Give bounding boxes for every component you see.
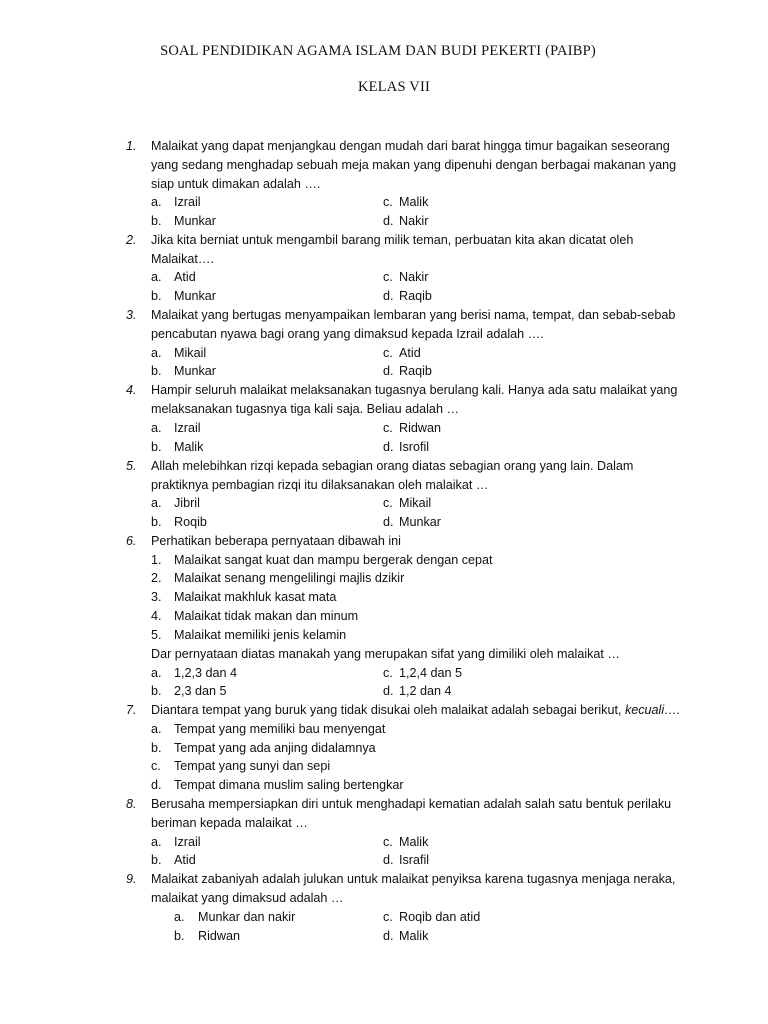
option-letter: c.	[383, 910, 393, 924]
option-b: 2,3 dan 5	[174, 684, 227, 698]
question-number: 5.	[126, 459, 137, 473]
option-c: Nakir	[399, 270, 429, 284]
option-b: Atid	[174, 853, 196, 867]
option-d: Nakir	[399, 214, 429, 228]
question-number: 7.	[126, 703, 137, 717]
option-a: Jibril	[174, 496, 200, 510]
option-a: Tempat yang memiliki bau menyengat	[174, 722, 386, 736]
option-letter: d.	[383, 929, 394, 943]
question-number: 8.	[126, 797, 137, 811]
question-text: Diantara tempat yang buruk yang tidak disukai oleh malaikat adalah sebagai berikut,	[151, 703, 625, 717]
option-c: Ridwan	[399, 421, 441, 435]
option-letter: a.	[151, 195, 162, 209]
option-letter: a.	[151, 835, 162, 849]
option-a: 1,2,3 dan 4	[174, 666, 238, 680]
option-d: Israfil	[399, 853, 430, 867]
option-letter: c.	[383, 346, 393, 360]
option-letter: c.	[383, 496, 393, 510]
class-label: KELAS VII	[357, 79, 430, 95]
option-letter: d.	[151, 778, 162, 792]
option-letter: c.	[383, 421, 393, 435]
option-d: Raqib	[399, 289, 432, 303]
question-text-emphasis: kecuali….	[624, 703, 681, 717]
option-letter: a.	[151, 270, 162, 284]
option-letter: a.	[174, 910, 185, 924]
option-letter: c.	[383, 666, 393, 680]
question-text-line: Malaikat yang bertugas menyampaikan lembaran yang berisi nama, tempat, dan sebab-sebab	[151, 308, 676, 322]
option-letter: c.	[151, 759, 161, 773]
option-letter: b.	[151, 364, 162, 378]
question-text-line: Malaikat….	[151, 252, 214, 266]
option-a: Atid	[174, 270, 196, 284]
option-letter: b.	[151, 440, 162, 454]
statement-text: Malaikat tidak makan dan minum	[174, 609, 359, 623]
option-d: Malik	[399, 929, 429, 943]
option-b: Munkar	[174, 289, 216, 303]
option-letter: c.	[383, 270, 393, 284]
option-a: Izrail	[174, 421, 201, 435]
question-number: 4.	[126, 383, 137, 397]
question-text-line: Berusaha mempersiapkan diri untuk menghadapi kematian adalah salah satu bentuk perilaku	[151, 797, 672, 811]
question-text-line: yang sedang menghadap sebuah meja makan yang dipenuhi dengan berbagai makanan yang	[151, 158, 677, 172]
option-letter: a.	[151, 496, 162, 510]
question-number: 3.	[126, 308, 137, 322]
option-b: Munkar	[174, 364, 216, 378]
option-letter: c.	[383, 835, 393, 849]
option-letter: d.	[383, 364, 394, 378]
question-text-line: beriman kepada malaikat …	[151, 816, 308, 830]
option-a: Mikail	[174, 346, 207, 360]
option-letter: d.	[383, 214, 394, 228]
statement-number: 4.	[151, 609, 162, 623]
statement-number: 5.	[151, 628, 162, 642]
question-text-line: Dar pernyataan diatas manakah yang merupakan sifat yang dimiliki oleh malaikat …	[151, 647, 621, 661]
option-d: 1,2 dan 4	[399, 684, 452, 698]
question-text-line: Perhatikan beberapa pernyataan dibawah ini	[151, 534, 401, 548]
option-letter: d.	[383, 515, 394, 529]
option-letter: d.	[383, 440, 394, 454]
option-letter: a.	[151, 722, 162, 736]
option-c: Roqib dan atid	[399, 910, 481, 924]
question-number: 1.	[126, 139, 137, 153]
statement-text: Malaikat makhluk kasat mata	[174, 590, 337, 604]
statement-number: 1.	[151, 553, 162, 567]
option-c: Tempat yang sunyi dan sepi	[174, 759, 331, 773]
option-letter: b.	[151, 741, 162, 755]
option-letter: d.	[383, 289, 394, 303]
option-letter: b.	[151, 853, 162, 867]
question-number: 6.	[126, 534, 137, 548]
question-text-line: Malaikat yang dapat menjangkau dengan mudah dari barat hingga timur bagaikan seseorang	[151, 139, 670, 153]
option-b: Munkar	[174, 214, 216, 228]
option-letter: b.	[151, 684, 162, 698]
option-c: Malik	[399, 195, 429, 209]
option-letter: b.	[151, 214, 162, 228]
option-d: Tempat dimana muslim saling bertengkar	[174, 778, 404, 792]
option-c: 1,2,4 dan 5	[399, 666, 463, 680]
statement-number: 3.	[151, 590, 162, 604]
option-letter: a.	[151, 421, 162, 435]
option-a: Munkar dan nakir	[198, 910, 296, 924]
question-text-line: Hampir seluruh malaikat melaksanakan tugasnya berulang kali. Hanya ada satu malaikat yang	[151, 383, 678, 397]
question-text-line: Malaikat zabaniyah adalah julukan untuk malaikat penyiksa karena tugasnya menjaga neraka,	[151, 872, 676, 886]
option-letter: d.	[383, 684, 394, 698]
option-letter: a.	[151, 666, 162, 680]
question-text-line: siap untuk dimakan adalah ….	[151, 177, 321, 191]
option-a: Izrail	[174, 835, 201, 849]
statement-text: Malaikat sangat kuat dan mampu bergerak dengan cepat	[174, 553, 493, 567]
option-letter: d.	[383, 853, 394, 867]
question-number: 2.	[126, 233, 137, 247]
question-text-line: Jika kita berniat untuk mengambil barang milik teman, perbuatan kita akan dicatat oleh	[151, 233, 634, 247]
question-text-line	[151, 701, 680, 719]
option-d: Munkar	[399, 515, 441, 529]
option-b: Roqib	[174, 515, 207, 529]
option-b: Ridwan	[198, 929, 240, 943]
option-b: Malik	[174, 440, 204, 454]
option-letter: c.	[383, 195, 393, 209]
question-text-line: praktiknya pembagian rizqi itu dilaksanakan oleh malaikat …	[151, 478, 489, 492]
question-text-line: malaikat yang dimaksud adalah …	[151, 891, 344, 905]
option-d: Raqib	[399, 364, 432, 378]
option-letter: b.	[174, 929, 185, 943]
option-letter: b.	[151, 515, 162, 529]
document-title: SOAL PENDIDIKAN AGAMA ISLAM DAN BUDI PEKERTI (PAIBP)	[160, 43, 596, 59]
question-text-line: melaksanakan tugasnya tiga kali saja. Beliau adalah …	[151, 402, 460, 416]
statement-text: Malaikat senang mengelilingi majlis dzikir	[174, 571, 405, 585]
option-d: Isrofil	[399, 440, 430, 454]
option-letter: b.	[151, 289, 162, 303]
option-b: Tempat yang ada anjing didalamnya	[174, 741, 376, 755]
question-number: 9.	[126, 872, 137, 886]
question-text-line: pencabutan nyawa bagi orang yang dimaksud kepada Izrail adalah ….	[151, 327, 544, 341]
option-a: Izrail	[174, 195, 201, 209]
option-c: Atid	[399, 346, 421, 360]
option-letter: a.	[151, 346, 162, 360]
statement-text: Malaikat memiliki jenis kelamin	[174, 628, 347, 642]
question-text-line: Allah melebihkan rizqi kepada sebagian orang diatas sebagian orang yang lain. Dalam	[151, 459, 634, 473]
option-c: Mikail	[399, 496, 432, 510]
option-c: Malik	[399, 835, 429, 849]
statement-number: 2.	[151, 571, 162, 585]
